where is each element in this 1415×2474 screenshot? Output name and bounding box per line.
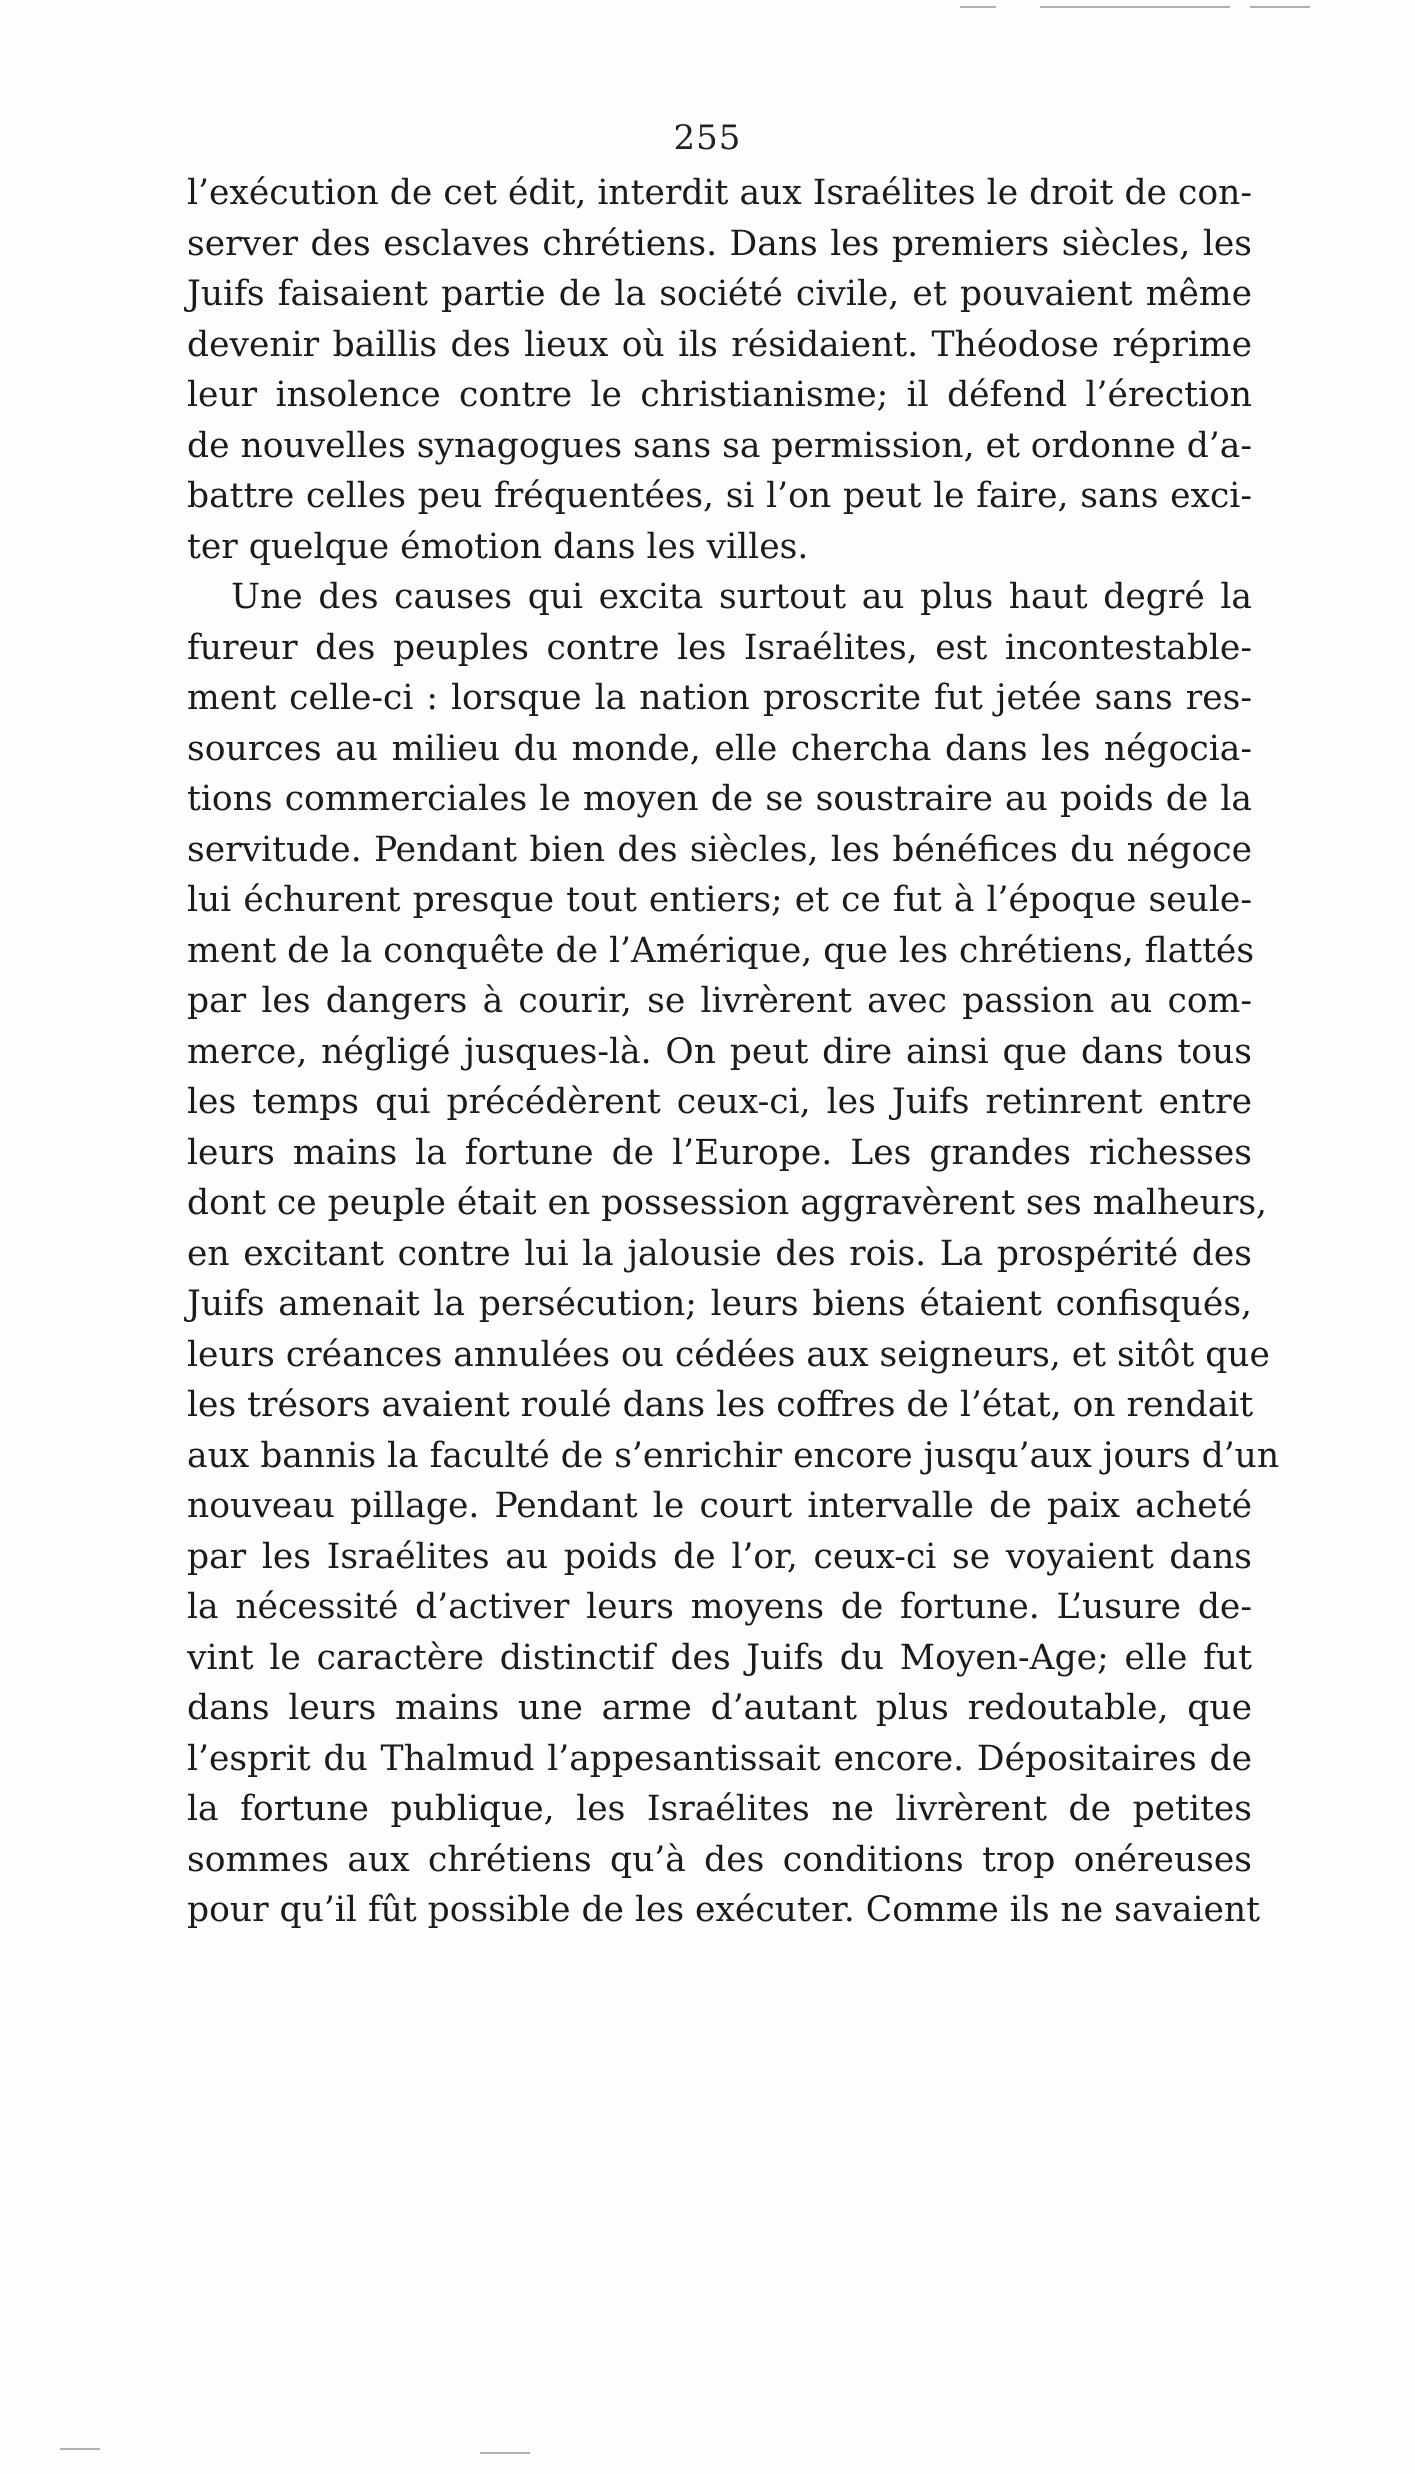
text-line: Juifs amenait la persécution; leurs biens étaient confisqués, bbox=[187, 1284, 1252, 1324]
text-line: les trésors avaient roulé dans les coffres de l’état, on rendait bbox=[187, 1385, 1254, 1425]
scan-artifact bbox=[60, 2448, 100, 2450]
text-line: l’esprit du Thalmud l’appesantissait encore. Dépositaires de bbox=[187, 1738, 1252, 1779]
text-line: Juifs faisaient partie de la société civile, et pouvaient même bbox=[187, 274, 1252, 314]
text-line: nouveau pillage. Pendant le court intervalle de paix acheté bbox=[187, 1486, 1252, 1526]
text-line: tions commerciales le moyen de se soustraire au poids de la bbox=[187, 779, 1252, 819]
text-line: par les Israélites au poids de l’or, ceux-ci se voyaient dans bbox=[187, 1536, 1252, 1577]
text-line: la fortune publique, les Israélites ne livrèrent de petites bbox=[187, 1789, 1252, 1829]
scan-artifact bbox=[960, 6, 996, 8]
text-line: ment de la conquête de l’Amérique, que les chrétiens, flattés bbox=[187, 930, 1255, 971]
text-line: ment celle-ci : lorsque la nation proscrite fut jetée sans res- bbox=[187, 678, 1252, 718]
text-line: battre celles peu fréquentées, si l’on peut le faire, sans exci- bbox=[187, 476, 1252, 516]
text-line: leurs créances annulées ou cédées aux seigneurs, et sitôt que bbox=[187, 1334, 1270, 1375]
text-line: ter quelque émotion dans les villes. bbox=[187, 526, 809, 567]
text-line: les temps qui précédèrent ceux-ci, les Juifs retinrent entre bbox=[187, 1082, 1252, 1122]
text-line: par les dangers à courir, se livrèrent avec passion au com- bbox=[187, 981, 1252, 1021]
scan-artifact bbox=[1040, 6, 1230, 8]
text-line: aux bannis la faculté de s’enrichir encore jusqu’aux jours d’un bbox=[187, 1435, 1280, 1476]
text-line: de nouvelles synagogues sans sa permission, et ordonne d’a- bbox=[187, 425, 1252, 466]
text-line: Une des causes qui excita surtout au plus haut degré la bbox=[231, 577, 1252, 617]
text-line: fureur des peuples contre les Israélites, est incontestable- bbox=[187, 627, 1252, 668]
text-line: dans leurs mains une arme d’autant plus redoutable, que bbox=[187, 1688, 1252, 1728]
text-line: devenir baillis des lieux où ils résidaient. Théodose réprime bbox=[187, 324, 1252, 365]
text-line: pour qu’il fût possible de les exécuter. Comme ils ne savaient bbox=[187, 1890, 1260, 1930]
scan-artifact bbox=[1250, 6, 1310, 8]
text-line: sommes aux chrétiens qu’à des conditions trop onéreuses bbox=[187, 1839, 1252, 1880]
text-line: vint le caractère distinctif des Juifs du Moyen-Age; elle fut bbox=[187, 1637, 1252, 1678]
text-line: server des esclaves chrétiens. Dans les premiers siècles, les bbox=[187, 223, 1252, 264]
page-number: 255 bbox=[673, 118, 742, 158]
text-line: sources au milieu du monde, elle chercha dans les négocia- bbox=[187, 728, 1252, 769]
text-line: la nécessité d’activer leurs moyens de fortune. L’usure de- bbox=[187, 1587, 1252, 1627]
text-line: merce, négligé jusques-là. On peut dire ainsi que dans tous bbox=[187, 1031, 1252, 1072]
body-text bbox=[187, 168, 1280, 1936]
text-line: lui échurent presque tout entiers; et ce fut à l’époque seule- bbox=[187, 880, 1252, 920]
text-line: l’exécution de cet édit, interdit aux Israélites le droit de con- bbox=[187, 173, 1252, 213]
text-line: servitude. Pendant bien des siècles, les bénéfices du négoce bbox=[187, 829, 1252, 870]
text-line: leurs mains la fortune de l’Europe. Les grandes richesses bbox=[187, 1132, 1252, 1173]
text-line: en excitant contre lui la jalousie des rois. La prospérité des bbox=[187, 1233, 1252, 1274]
text-line: dont ce peuple était en possession aggravèrent ses malheurs, bbox=[187, 1183, 1268, 1223]
scan-artifact bbox=[480, 2452, 530, 2454]
text-line: leur insolence contre le christianisme; il défend l’érection bbox=[187, 375, 1252, 415]
